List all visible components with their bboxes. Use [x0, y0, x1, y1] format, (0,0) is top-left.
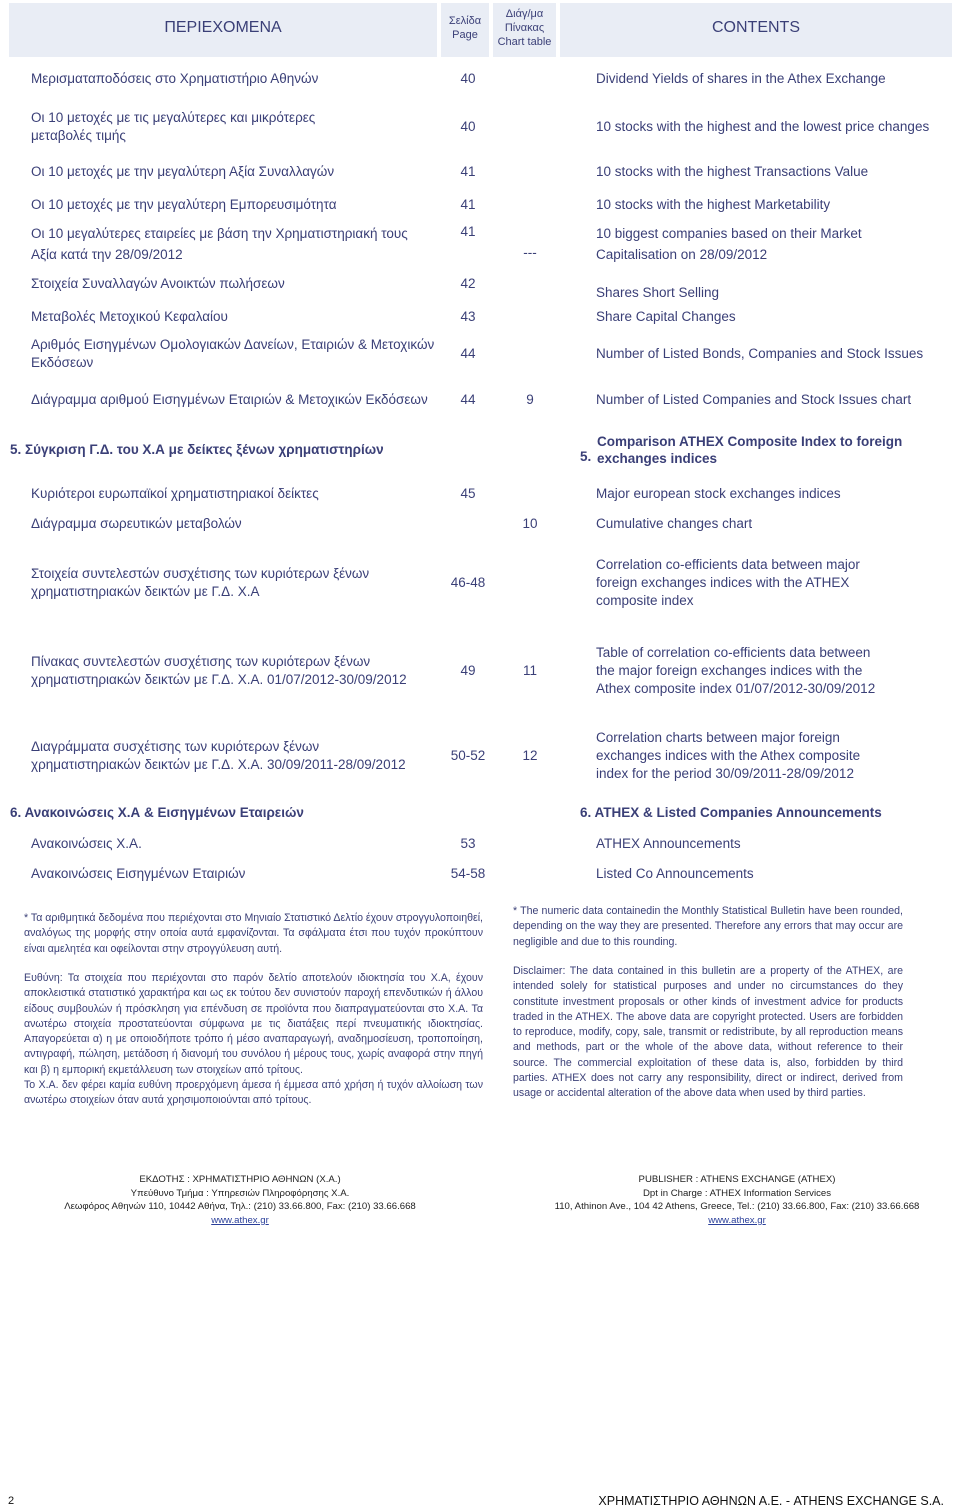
toc-row-page: 46-48	[450, 575, 486, 590]
chart-column-label-gr-2: Πίνακας	[504, 22, 545, 34]
toc-row-en-line: Table of correlation co-efficients data between	[596, 645, 871, 660]
toc-row-page: 49	[460, 663, 476, 678]
footer-brand: ΧΡΗΜΑΤΙΣΤΗΡΙΟ ΑΘΗΝΩΝ Α.Ε. - ATHENS EXCHANGE S.A.	[598, 1494, 944, 1508]
toc-row-page: 43	[460, 309, 476, 324]
toc-row-en: Cumulative changes chart	[596, 516, 753, 531]
publisher-gr-line: Λεωφόρος Αθηνών 110, 10442 Αθήνα, Τηλ.: (210) 33.66.800, Fax: (210) 33.66.668	[64, 1201, 416, 1212]
toc-row-en-line: Capitalisation on 28/09/2012	[596, 247, 768, 262]
toc-row-en-line: Correlation co-efficients data between major	[596, 557, 860, 572]
toc-row-en	[596, 223, 862, 265]
toc-row-gr	[31, 565, 369, 601]
rounding-note-en: * The numeric data containedin the Monthly Statistical Bulletin have been rounded, depending on the way they are presented. Therefore any errors that may occur are negligible and due to this rounding.	[513, 905, 903, 948]
toc-row-gr: Οι 10 μετοχές με την μεγαλύτερη Αξία Συναλλαγών	[31, 164, 335, 179]
page-column-header	[441, 14, 489, 42]
website-link-gr[interactable]: www.athex.gr	[211, 1214, 269, 1226]
toc-row-page: 53	[460, 836, 476, 851]
toc-row-chart: ---	[523, 245, 537, 260]
toc-row-page: 41	[460, 164, 476, 179]
toc-row-en: 10 stocks with the highest Marketability	[596, 197, 831, 212]
toc-row-gr-line: Μερισματαποδόσεις στο Χρηματιστήριο Αθηνών	[31, 71, 319, 86]
disclaimer-en: Disclaimer: The data contained in this bulletin are a property of the ATHEX, are intended solely for statistical purposes and under no circumstances do they constitute investment proposals or other kinds of investment advice for products traded in the ATHEX. The above data are copyright protected. Users are forbidden to reproduce, modify, copy, sale, transmit or redistribute, by all reproduction means and methods, part or the whole of the above data, without reference to their source. The commercial exploitation of these data is, also, forbidden by third parties. ATHEX does not carry any responsibility, direct or indirect, derived from usage or accidental alteration of the above data when used by third parties.	[513, 965, 903, 1100]
chart-column-label-gr: Διάγ/μα	[505, 8, 544, 20]
toc-row-en: Number of Listed Companies and Stock Issues chart	[596, 392, 912, 407]
toc-row-gr: Ανακοινώσεις Εισηγμένων Εταιριών	[31, 866, 246, 881]
toc-row-chart: 11	[522, 663, 537, 678]
toc-row-en	[596, 729, 860, 783]
toc-row-en: Shares Short Selling	[596, 285, 720, 300]
toc-row-en: 10 stocks with the highest and the lowest price changes	[596, 119, 930, 134]
toc-row-en: 10 stocks with the highest Transactions Value	[596, 164, 869, 179]
toc-row-gr	[31, 109, 315, 145]
publisher-en-line: PUBLISHER : ATHENS EXCHANGE (ATHEX)	[638, 1174, 836, 1185]
toc-row-gr-line: χρηματιστηριακών δεικτών με Γ.Δ. Χ.Α. 30/09/2011-28/09/2012	[31, 757, 406, 772]
chart-column-label-en: Chart table	[497, 36, 552, 48]
toc-row-en-line: foreign exchanges indices with the ATHEX	[596, 575, 850, 590]
toc-row-page: 42	[460, 276, 476, 291]
toc-row-en: ATHEX Announcements	[596, 836, 741, 851]
toc-row-gr-line: μεταβολές τιμής	[31, 128, 126, 143]
toc-row-en: Dividend Yields of shares in the Athex Exchange	[596, 71, 886, 86]
toc-row-page: 44	[460, 392, 476, 407]
toc-row-gr: Κυριότεροι ευρωπαϊκοί χρηματιστηριακοί δείκτες	[31, 486, 319, 501]
toc-row-gr: Διάγραμμα σωρευτικών μεταβολών	[31, 516, 242, 531]
toc-row-en-line: the major foreign exchanges indices with the	[596, 663, 863, 678]
toc-row-en: Major european stock exchanges indices	[596, 486, 841, 501]
toc-row-page: 50-52	[450, 748, 486, 763]
toc-row-en-line: Correlation charts between major foreign	[596, 730, 840, 745]
page-number: 2	[8, 1495, 15, 1507]
toc-row-page: 40	[460, 119, 476, 134]
toc-row-gr-line: Αριθμός Εισηγμένων Ομολογιακών Δανείων, Εταιριών & Μετοχικών	[31, 337, 435, 352]
toc-row-page: 44	[460, 346, 476, 361]
toc-row-gr: Οι 10 μετοχές με την μεγαλύτερη Εμπορευσιμότητα	[31, 197, 337, 212]
toc-row-en	[596, 644, 875, 698]
publisher-gr-line: ΕΚΔΟΤΗΣ : ΧΡΗΜΑΤΙΣΤΗΡΙΟ ΑΘΗΝΩΝ (Χ.Α.)	[139, 1174, 341, 1185]
section-5-title-en	[597, 433, 902, 467]
toc-row-page: 41	[460, 197, 476, 212]
section-6-title-en: 6. ATHEX & Listed Companies Announcements	[580, 805, 882, 820]
toc-row-en-line: Athex composite index 01/07/2012-30/09/2012	[596, 681, 876, 696]
toc-row-page: 40	[460, 71, 476, 86]
toc-row-gr: Ανακοινώσεις Χ.Α.	[31, 836, 142, 851]
toc-row-gr-line: Διαγράμματα συσχέτισης των κυριότερων ξένων	[31, 739, 320, 754]
toc-row-gr-line: Στοιχεία συντελεστών συσχέτισης των κυριότερων ξένων	[31, 566, 370, 581]
toc-row-en	[596, 556, 860, 610]
toc-row-gr	[31, 70, 318, 88]
toc-row-gr	[31, 336, 434, 372]
toc-row-gr	[31, 653, 407, 689]
contents-title-en: CONTENTS	[712, 19, 800, 36]
toc-row-gr-line: Αξία κατά την 28/09/2012	[31, 247, 183, 262]
toc-row-page: 54-58	[450, 866, 486, 881]
toc-row-gr-line: Πίνακας συντελεστών συσχέτισης των κυριότερων ξένων	[31, 654, 371, 669]
toc-row-gr-line: Οι 10 μετοχές με τις μεγαλύτερες και μικρότερες	[31, 110, 316, 125]
toc-row-gr-line: χρηματιστηριακών δεικτών με Γ.Δ. Χ.Α	[31, 584, 260, 599]
section-5-title-en-line: exchanges indices	[597, 451, 718, 466]
toc-row-gr: Διάγραμμα αριθμού Εισηγμένων Εταιριών & Μετοχικών Εκδόσεων	[31, 392, 428, 407]
toc-row-en-line: composite index	[596, 593, 694, 608]
publisher-gr	[40, 1173, 440, 1227]
liability-note-gr: Το Χ.Α. δεν φέρει καμία ευθύνη προερχόμενη άμεσα ή έμμεσα από χρήση ή τυχόν αλλοίωση των ανωτέρω στοιχείων όταν αυτά χρησιμοποιούνται από τρίτους.	[24, 1079, 483, 1107]
toc-row-chart: 10	[522, 516, 538, 531]
toc-row-chart: 12	[522, 748, 538, 763]
toc-row-gr-line: Οι 10 μεγαλύτερες εταιρείες με βάση την Χρηματιστηριακή τους	[31, 226, 408, 241]
disclaimer-gr: Ευθύνη: Τα στοιχεία που περιέχονται στο παρόν δελτίο αποτελούν ιδιοκτησία του Χ.Α, έχουν αποκλειστικά στατιστικό χαρακτήρα και ως εκ τούτου δεν συνιστούν παροχή επενδυτικών ή άλλου είδους συμβουλών ή πρόσκληση για επένδυση σε προϊόντα που διαπραγματεύονται στο Χ.Α. Τα ανωτέρω στοιχεία προστατεύονται σύμφωνα με τις διατάξεις περί πνευματικής ιδιοκτησίας. Απαγορεύεται α) η με οποιοδήποτε τρόπο ή μέσο αναπαραγωγή, αναδημοσίευση, τροποποίηση, αντιγραφή, πώληση, μετάδοση ή διανομή του συνόλου ή μέρους τους, χωρίς αναφορά στην πηγή και β) η εμπορική εκμετάλλευση των στοιχείων από τρίτους.	[24, 972, 483, 1076]
page-column-label-gr: Σελίδα	[448, 15, 482, 27]
toc-row-gr	[31, 223, 408, 265]
rounding-note-gr: * Τα αριθμητικά δεδομένα που περιέχονται στο Μηνιαίο Στατιστικό Δελτίο έχουν στρογγυλοποιηθεί, αναλόγως της μορφής στην οποία αυτά εμφανίζονται. Τα σφάλματα έτσι που τυχόν προκύπτουν είναι αμελητέα και οφείλονται στην στρογγύλευση αυτή.	[24, 912, 483, 955]
toc-row-gr-line: Εκδόσεων	[31, 355, 94, 370]
toc-row-en: Share Capital Changes	[596, 309, 736, 324]
section-5-title-en-line: Comparison ATHEX Composite Index to foreign	[597, 434, 903, 449]
toc-row-page: 45	[460, 486, 476, 501]
chart-column-header	[493, 7, 556, 49]
page-column-label-en: Page	[452, 29, 478, 41]
toc-row-en-line: index for the period 30/09/2011-28/09/2012	[596, 766, 854, 781]
toc-row-en: Number of Listed Bonds, Companies and Stock Issues	[596, 346, 924, 361]
toc-row-gr: Στοιχεία Συναλλαγών Ανοικτών πωλήσεων	[31, 276, 285, 291]
toc-row-en-line: 10 biggest companies based on their Market	[596, 226, 862, 241]
publisher-en-line: Dpt in Charge : ATHEX Information Services	[642, 1187, 832, 1199]
section-5-number-en: 5.	[580, 449, 592, 464]
section-6-title-gr: 6. Ανακοινώσεις Χ.Α & Εισηγμένων Εταιρειών	[10, 805, 304, 820]
toc-row-gr: Μεταβολές Μετοχικού Κεφαλαίου	[31, 309, 228, 324]
toc-row-gr-line: χρηματιστηριακών δεικτών με Γ.Δ. Χ.Α. 01/07/2012-30/09/2012	[31, 672, 407, 687]
publisher-en-line: 110, Athinon Ave., 104 42 Athens, Greece, Tel.: (210) 33.66.800, Fax: (210) 33.66.668	[554, 1201, 920, 1212]
toc-row-en-line: exchanges indices with the Athex composite	[596, 748, 861, 763]
toc-row-gr	[31, 738, 406, 774]
section-5-title-gr: 5. Σύγκριση Γ.Δ. του Χ.Α με δείκτες ξένων χρηματιστηρίων	[10, 442, 384, 457]
toc-row-page: 41	[460, 224, 476, 239]
website-link-en[interactable]: www.athex.gr	[708, 1214, 766, 1226]
toc-row-chart: 9	[526, 392, 534, 407]
publisher-gr-line: Υπεύθυνο Τμήμα : Υπηρεσιών Πληροφόρησης Χ.Α.	[130, 1187, 350, 1199]
toc-row-en: Listed Co Announcements	[596, 866, 754, 881]
contents-title-gr: ΠΕΡΙΕΧΟΜΕΝΑ	[164, 19, 282, 36]
publisher-en	[537, 1173, 937, 1227]
